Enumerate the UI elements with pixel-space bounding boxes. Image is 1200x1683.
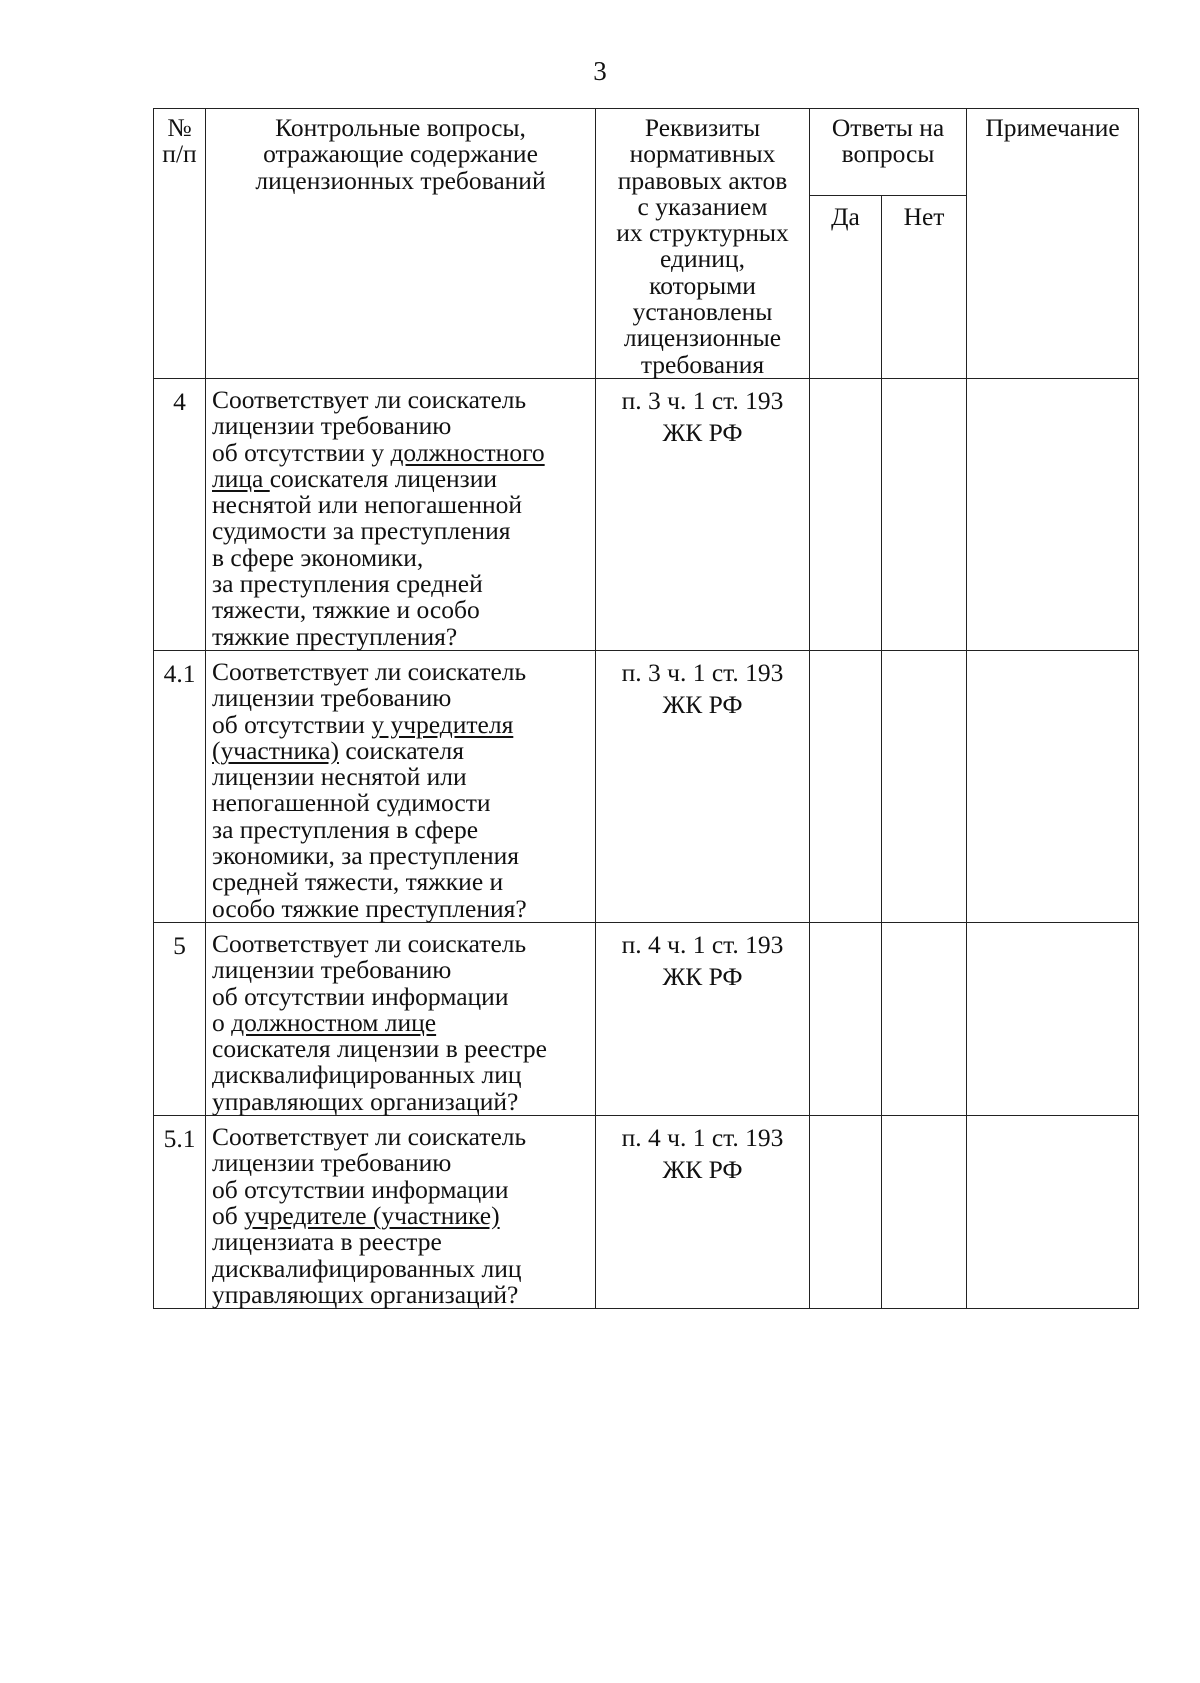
legal-reference [596,922,810,1115]
question-line [212,1253,589,1283]
underlined-text: лица [212,463,270,493]
question-line [212,1086,589,1116]
legal-reference [596,650,810,922]
reference-line: п. 3 ч. 1 ст. 193 [621,385,784,415]
question-text: соискателя [338,735,464,765]
reference-line: ЖК РФ [662,417,743,447]
question-line [212,764,589,790]
header-number: № п/п [154,109,206,379]
question-text: управляющих организаций? [212,1279,519,1309]
question-line [212,1200,589,1230]
reference-line: п. 4 ч. 1 ст. 193 [621,1123,784,1153]
header-note: Примечание [967,109,1139,379]
question-line [212,542,589,572]
question-text: экономики, за преступления [212,841,519,871]
question-line [212,384,589,414]
question-text: Соответствует ли соискатель [212,928,527,958]
question-text: особо тяжкие преступления? [212,893,527,923]
header-control-questions: Контрольные вопросы, отражающие содержание лицензионных требований [206,109,596,379]
question-line [212,492,589,518]
question-text: лицензиата в реестре [212,1227,442,1257]
question-text: об отсутствии [212,709,372,739]
row-number: 4 [154,378,206,650]
answer-no-cell[interactable] [882,650,967,922]
header-no: Нет [882,196,967,379]
question-text: лицензии неснятой или [212,762,467,792]
answer-yes-cell[interactable] [810,1116,882,1309]
question-text: за преступления средней [212,569,483,599]
header-legal-requisites: Реквизиты нормативных правовых актов с указанием их структурных единиц, которыми установлены лицензионные требования [596,109,810,379]
question-line [212,1150,589,1176]
answer-yes-cell[interactable] [810,922,882,1115]
table-body [154,378,1139,1308]
question-line [212,893,589,923]
question-line [212,1279,589,1309]
question-text: лицензии требованию [212,411,452,441]
underlined-text: должностного [390,437,545,467]
question-text: дисквалифицированных лиц [212,1060,522,1090]
row-number: 4.1 [154,650,206,922]
question-text: об [212,1200,245,1230]
legal-reference [596,1116,810,1309]
question-line [212,1036,589,1062]
question-text: соискателя лицензии в реестре [212,1034,547,1064]
question-text: управляющих организаций? [212,1086,519,1116]
answer-no-cell[interactable] [882,1116,967,1309]
table-row [154,1116,1139,1309]
page-number: 3 [593,56,607,86]
question-line [212,597,589,623]
license-requirements-table [153,108,1139,1309]
question-text: соискателя лицензии [269,463,498,493]
question-text: об отсутствии информации [212,1174,509,1204]
question-line [212,709,589,739]
underlined-text: должностном лице [231,1007,437,1037]
question-text: неснятой или непогашенной [212,490,523,520]
note-cell[interactable] [967,1116,1139,1309]
legal-reference [596,378,810,650]
question-text: Соответствует ли соискатель [212,1122,527,1152]
question-line [212,1229,589,1255]
reference-line: ЖК РФ [662,1155,743,1185]
question-text: об отсутствии у [212,437,391,467]
question-line [212,843,589,869]
question-line [212,413,589,439]
note-cell[interactable] [967,922,1139,1115]
question-text: лицензии требованию [212,683,452,713]
underlined-text: у учредителя [371,709,514,739]
question-line [212,790,589,816]
reference-line: п. 4 ч. 1 ст. 193 [621,929,784,959]
question-line [212,1007,589,1037]
question-text: лицензии требованию [212,1148,452,1178]
control-question [206,922,596,1115]
table-row [154,922,1139,1115]
question-line [212,869,589,895]
question-line [212,621,589,651]
question-line [212,1124,589,1150]
table-row [154,378,1139,650]
question-text: в сфере экономики, [212,542,424,572]
question-line [212,981,589,1011]
underlined-text: (участника) [212,735,339,765]
table-row [154,650,1139,922]
question-line [212,928,589,958]
answer-no-cell[interactable] [882,922,967,1115]
question-text: тяжести, тяжкие и особо [212,595,480,625]
answer-no-cell[interactable] [882,378,967,650]
question-line [212,518,589,544]
row-number: 5.1 [154,1116,206,1309]
question-text: судимости за преступления [212,516,511,546]
question-text: тяжкие преступления? [212,621,458,651]
answer-yes-cell[interactable] [810,378,882,650]
control-question [206,378,596,650]
reference-line: ЖК РФ [662,689,743,719]
question-text: непогашенной судимости [212,788,491,818]
question-text: Соответствует ли соискатель [212,384,527,414]
question-text: средней тяжести, тяжкие и [212,867,504,897]
control-question [206,650,596,922]
question-text: за преступления в сфере [212,814,479,844]
question-line [212,656,589,686]
header-yes: Да [810,196,882,379]
question-line [212,437,589,467]
underlined-text: учредителе (участнике) [244,1200,500,1230]
question-line [212,1174,589,1204]
header-answers: Ответы на вопросы [810,109,967,196]
question-line [212,463,589,493]
question-text: Соответствует ли соискатель [212,656,527,686]
reference-line: п. 3 ч. 1 ст. 193 [621,657,784,687]
note-cell[interactable] [967,650,1139,922]
note-cell[interactable] [967,378,1139,650]
table-header-row [154,109,1139,196]
answer-yes-cell[interactable] [810,650,882,922]
row-number: 5 [154,922,206,1115]
control-question [206,1116,596,1309]
question-line [212,571,589,597]
reference-line: ЖК РФ [662,961,743,991]
question-text: лицензии требованию [212,955,452,985]
question-line [212,735,589,765]
question-line [212,814,589,844]
question-text: дисквалифицированных лиц [212,1253,522,1283]
question-line [212,1062,589,1088]
question-text: о [212,1007,232,1037]
question-text: об отсутствии информации [212,981,509,1011]
question-line [212,685,589,711]
question-line [212,957,589,983]
